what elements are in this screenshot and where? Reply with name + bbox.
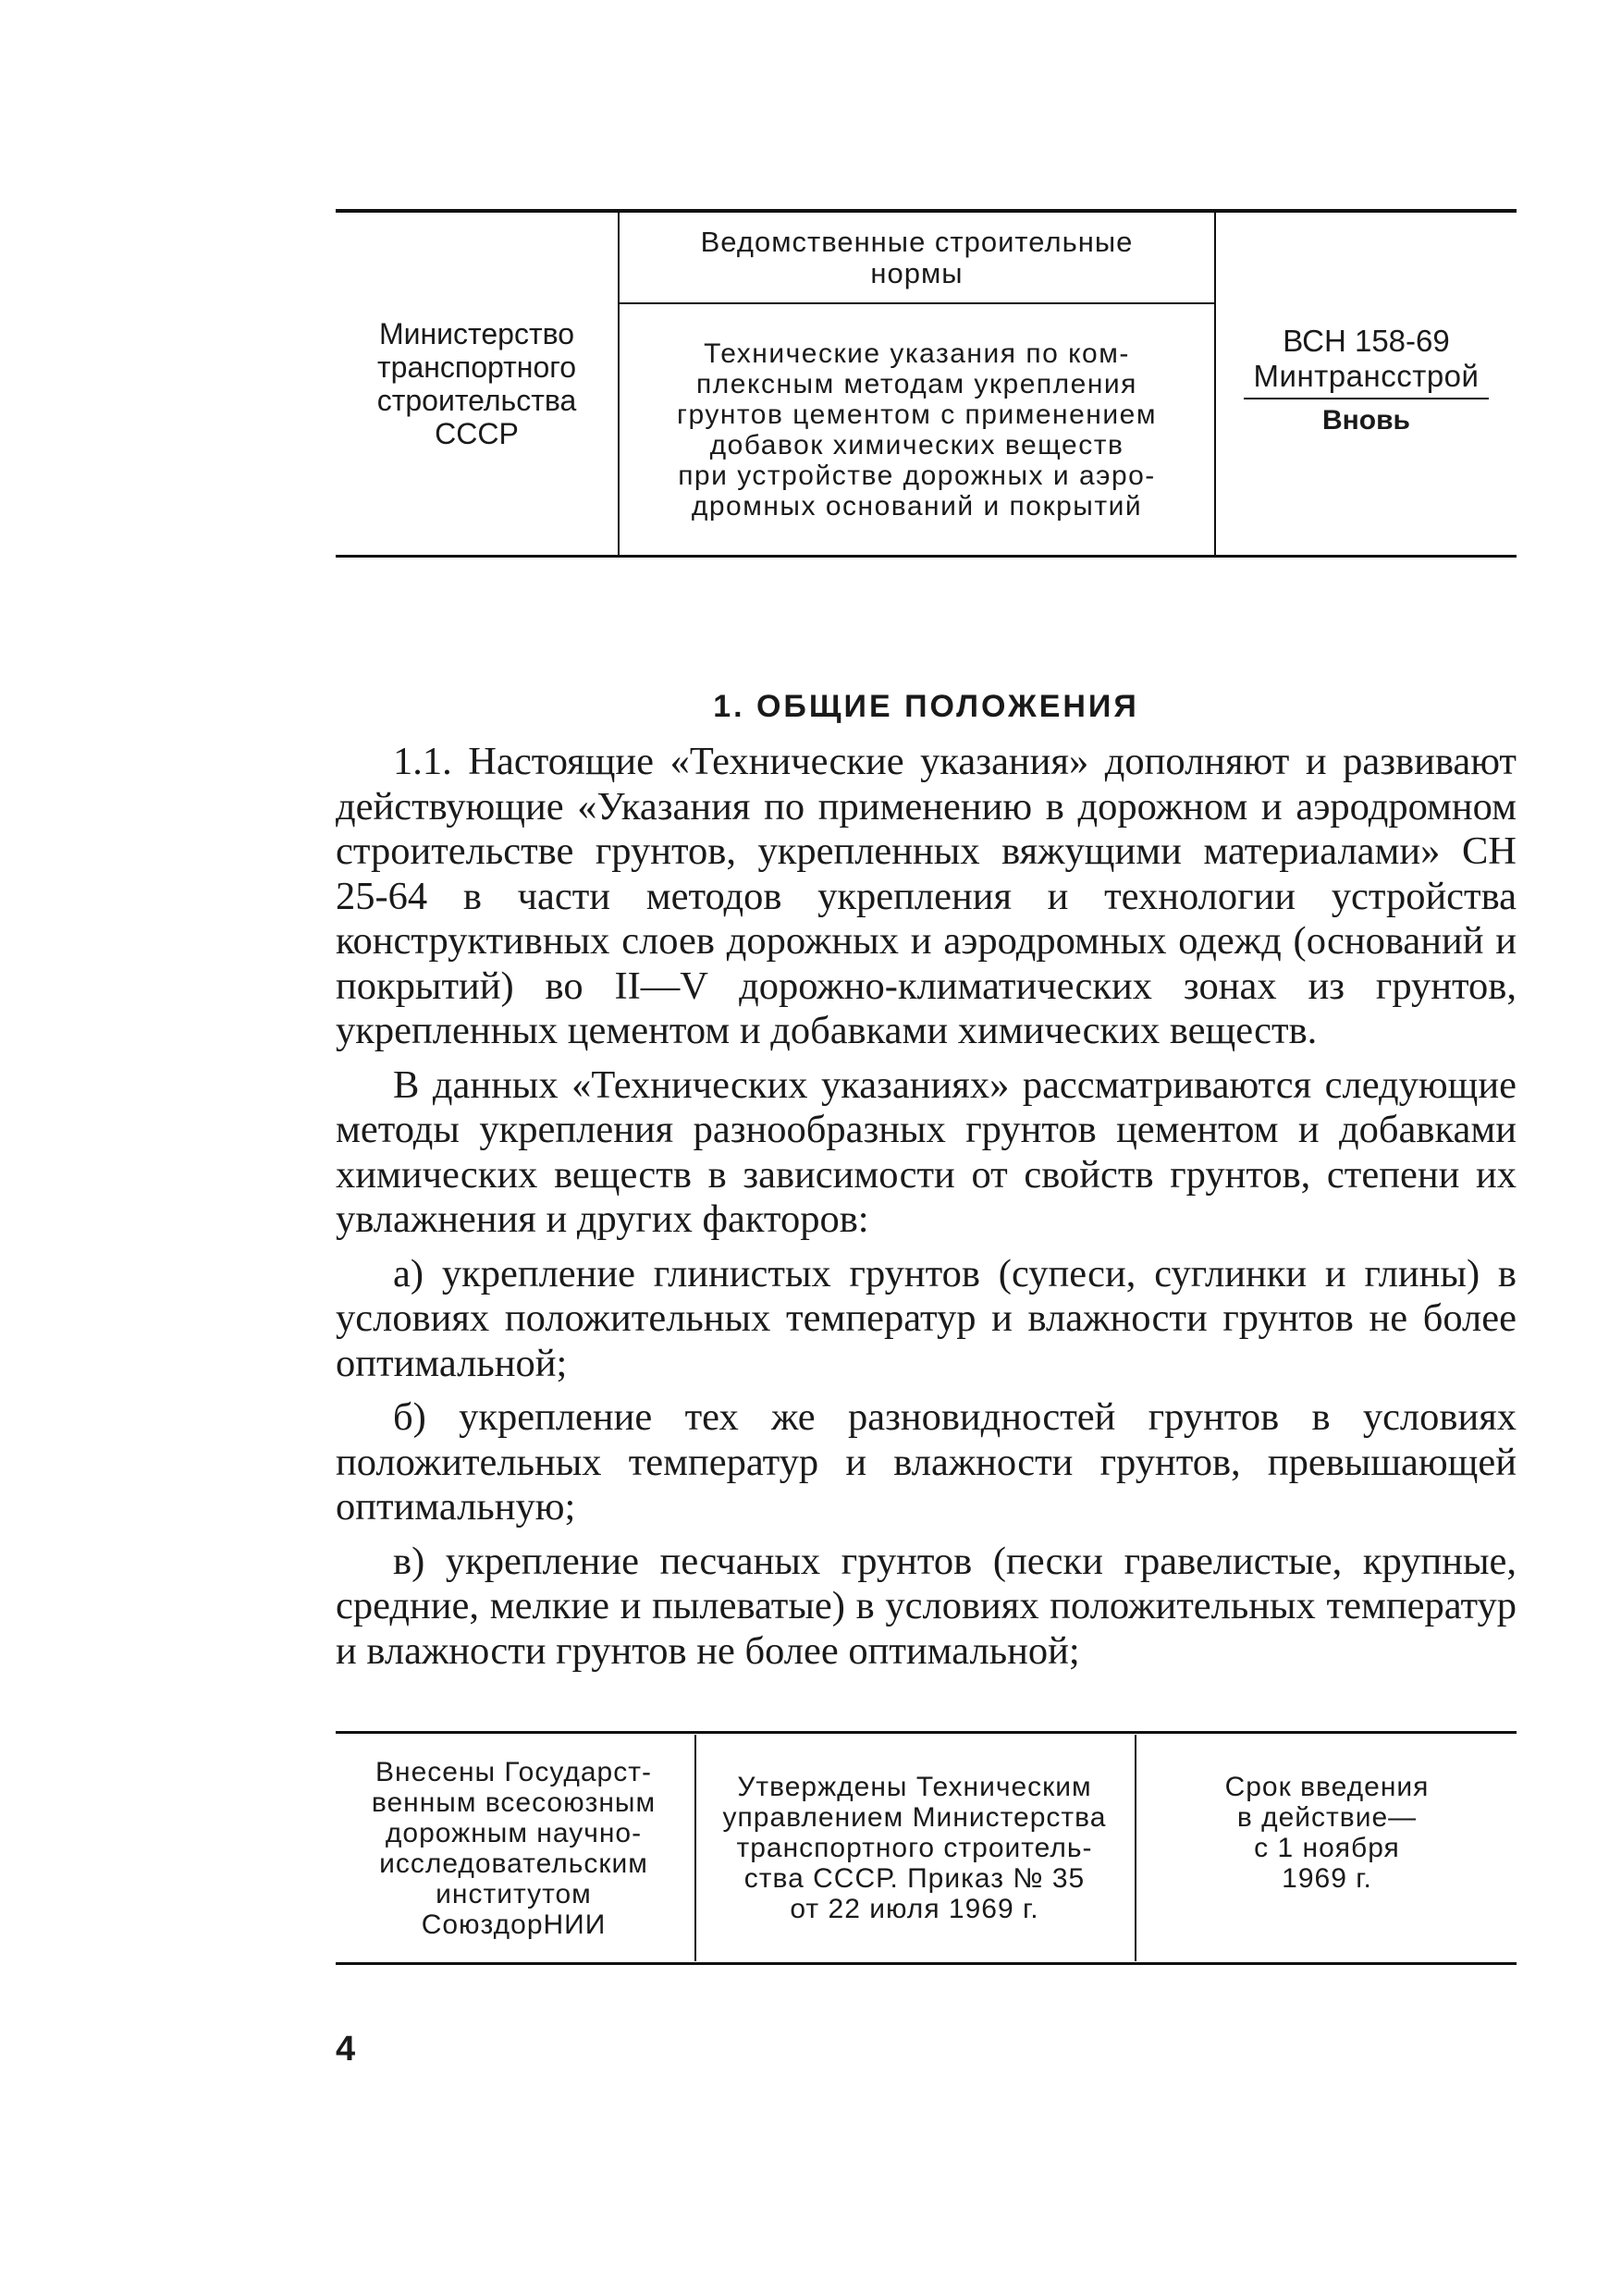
footer-table (336, 1735, 1517, 1961)
ministry-line: транспортного (376, 350, 577, 384)
introduced-by-line: исследовательским (379, 1848, 648, 1879)
paragraph: а) укрепление глинистых грунтов (супеси, суглинки и глины) в условиях положительных температур и влажности грунтов не более оптимальной; (336, 1251, 1517, 1385)
ministry-cell (336, 213, 618, 555)
document-title-line: дромных оснований и покрытий (691, 491, 1143, 522)
introduced-by-line: Внесены Государст- (375, 1756, 652, 1787)
approved-by-line: Утверждены Техническим (737, 1772, 1092, 1802)
page-number: 4 (336, 2030, 356, 2069)
norms-type-line: Ведомственные строительные (700, 225, 1134, 258)
norms-type (620, 213, 1214, 302)
title-divider (620, 302, 1214, 304)
document-title-line: добавок химических веществ (709, 430, 1124, 460)
effective-date-cell (1137, 1735, 1517, 1961)
approved-by-cell (697, 1735, 1132, 1961)
title-cell (620, 213, 1214, 555)
approved-by-line: от 22 июля 1969 г. (790, 1894, 1039, 1924)
approved-by-line: ства СССР. Приказ № 35 (743, 1863, 1086, 1894)
introduced-by-line: СоюздорНИИ (421, 1909, 607, 1940)
introduced-by-cell (336, 1735, 692, 1961)
approved-by-line: транспортного строитель- (736, 1833, 1093, 1863)
effective-date-line: в действие— (1236, 1802, 1418, 1833)
code-underline (1244, 398, 1489, 399)
footer-top-rule (336, 1731, 1517, 1734)
footer-divider (1135, 1735, 1136, 1961)
introduced-by-line: венным всесоюзным (371, 1786, 657, 1818)
document-title-line: при устройстве дорожных и аэро- (678, 460, 1156, 491)
paragraph: б) укрепление тех же разновидностей грунтов в условиях положительных температур и влажности грунтов, превышающей оптимальную; (336, 1395, 1517, 1529)
document-title (620, 305, 1214, 555)
norms-type-line: нормы (870, 256, 964, 289)
paragraph: в) укрепление песчаных грунтов (пески гравелистые, крупные, средние, мелкие и пылеватые) в условиях положительных температур и влажности грунтов не более оптимальной; (336, 1539, 1517, 1673)
document-title-line: Технические указания по ком- (704, 338, 1130, 369)
ministry-line: строительства (376, 384, 577, 417)
document-title-line: плексным методам укрепления (696, 369, 1137, 399)
code-cell (1216, 213, 1517, 555)
body-text (336, 740, 1517, 1683)
section-title: 1. ОБЩИЕ ПОЛОЖЕНИЯ (713, 689, 1139, 724)
effective-date-line: с 1 ноября (1254, 1833, 1400, 1863)
introduced-by-line: институтом (436, 1878, 592, 1909)
header-bottom-rule (336, 555, 1517, 558)
paragraph: 1.1. Настоящие «Технические указания» дополняют и развивают действующие «Указания по применению в дорожном и аэродромном строительстве грунтов, укрепленных вяжущими материалами» СН 25-64 в части методов укрепления и технологии устройства конструктивных слоев дорожных и аэродромных одежд (оснований и покрытий) во II—V дорожно-климатических зонах из грунтов, укрепленных цементом и добавками химических веществ. (336, 740, 1517, 1052)
ministry-line: СССР (435, 417, 519, 450)
effective-date-line: Срок введения (1224, 1772, 1430, 1802)
footer-bottom-rule (336, 1962, 1517, 1965)
document-status: Вновь (1322, 405, 1410, 436)
document-code: ВСН 158-69 (1283, 324, 1450, 358)
ministry-line: Министерство (378, 317, 575, 350)
introduced-by-line: дорожным научно- (385, 1817, 643, 1848)
effective-date-line: 1969 г. (1282, 1863, 1372, 1894)
paragraph: В данных «Технических указаниях» рассматриваются следующие методы укрепления разнообразных грунтов цементом и добавками химических веществ в зависимости от свойств грунтов, степени их увлажнения и других факторов: (336, 1062, 1517, 1241)
document-title-line: грунтов цементом с применением (677, 399, 1157, 430)
approved-by-line: управлением Министерства (722, 1802, 1107, 1833)
footer-divider (694, 1735, 696, 1961)
header-table (336, 213, 1517, 555)
agency-name: Минтрансстрой (1253, 359, 1480, 393)
